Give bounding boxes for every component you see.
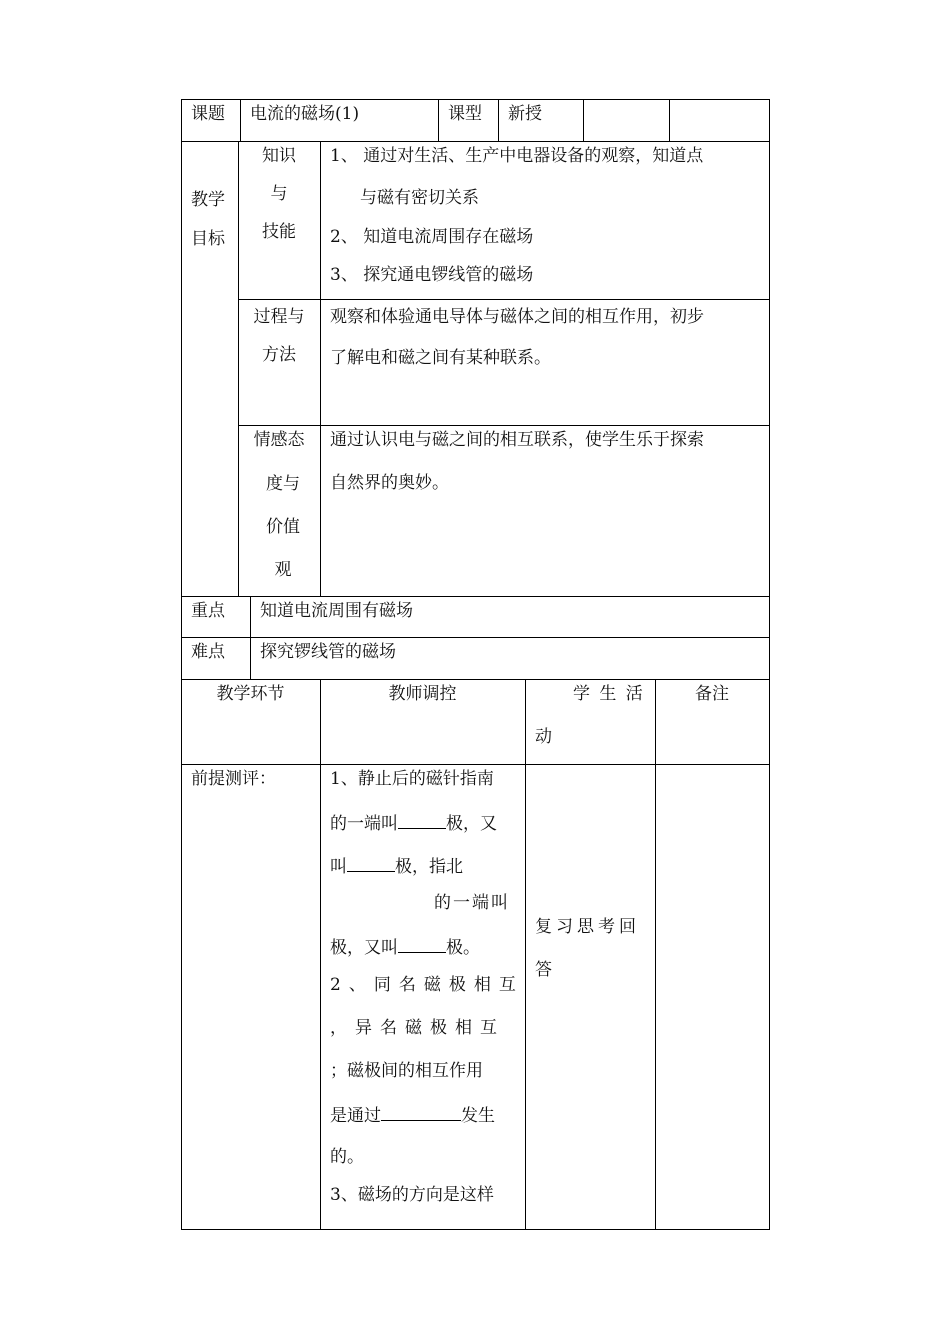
blank-3 [398, 936, 446, 953]
divider [181, 637, 770, 638]
type-label: 课型 [448, 104, 482, 124]
teacher-line-2b: 极，又 [446, 814, 497, 834]
teacher-line-8: ；磁极间的相互作用 [330, 1061, 483, 1081]
emotion-text-line2: 自然界的奥妙。 [330, 473, 449, 493]
teacher-line-9 [330, 1104, 495, 1126]
knowledge-item-1: 1、 通过对生活、生产中电器设备的观察，知道点 [330, 146, 704, 166]
teacher-line-5a: 极，又叫 [330, 938, 398, 958]
teacher-line-5b: 极。 [446, 938, 480, 958]
process-label-line1: 过程与 [253, 307, 305, 327]
divider [669, 99, 670, 141]
teacher-line-2 [330, 812, 497, 834]
teacher-line-5 [330, 936, 480, 958]
process-text-line1: 观察和体验通电导体与磁体之间的相互作用，初步 [330, 307, 704, 327]
teacher-line-3b: 极，指北 [395, 857, 463, 877]
emotion-label-line4: 观 [274, 560, 292, 580]
goals-label-line2: 目标 [191, 229, 225, 249]
divider [181, 596, 770, 597]
goals-label-line1: 教学 [191, 190, 225, 210]
header-student-line2: 动 [535, 727, 552, 747]
knowledge-label-line2: 与 [270, 184, 288, 204]
teacher-line-3 [330, 855, 463, 877]
teacher-line-4: 的一端叫 [434, 893, 510, 913]
divider [238, 299, 770, 300]
process-label-line2: 方法 [262, 345, 296, 365]
teacher-line-2a: 的一端叫 [330, 814, 398, 834]
teacher-line-1: 1、静止后的磁针指南 [330, 769, 494, 789]
header-stage: 教学环节 [216, 684, 285, 704]
topic-value: 电流的磁场(1) [250, 104, 360, 124]
difficulty-value: 探究锣线管的磁场 [260, 642, 396, 662]
knowledge-label-line3: 技能 [262, 222, 296, 242]
knowledge-item-2: 2、 知道电流周围存在磁场 [330, 227, 534, 247]
teacher-line-11: 3、磁场的方向是这样 [330, 1185, 494, 1205]
table-border-left [181, 99, 182, 1230]
teacher-line-10: 的。 [330, 1147, 364, 1167]
divider [498, 99, 499, 141]
key-point-label: 重点 [191, 601, 225, 621]
topic-label: 课题 [191, 104, 225, 124]
knowledge-item-1-cont: 与磁有密切关系 [360, 188, 479, 208]
teacher-line-6: 2、同名磁极相互 [330, 975, 524, 995]
teacher-line-9a: 是通过 [330, 1106, 381, 1126]
divider [438, 99, 439, 141]
divider [525, 679, 526, 1230]
difficulty-label: 难点 [191, 642, 225, 662]
table-border-bottom [181, 1229, 770, 1230]
divider [181, 679, 770, 680]
blank-4 [381, 1104, 461, 1121]
teacher-line-3a: 叫 [330, 857, 347, 877]
divider [583, 99, 584, 141]
emotion-label-line1: 情感态 [253, 430, 305, 450]
table-border-top [181, 99, 770, 100]
knowledge-item-3: 3、 探究通电锣线管的磁场 [330, 265, 534, 285]
emotion-label-line3: 价值 [266, 517, 300, 537]
header-student-line1: 学 生 活 [573, 684, 645, 704]
student-activity-line2: 答 [535, 960, 552, 980]
teacher-line-9b: 发生 [461, 1106, 495, 1126]
type-value: 新授 [508, 104, 542, 124]
divider [240, 99, 241, 141]
table-border-right [769, 99, 770, 1230]
divider [238, 425, 770, 426]
student-activity-line1: 复习思考回 [535, 917, 640, 937]
emotion-text-line1: 通过认识电与磁之间的相互联系，使学生乐于探索 [330, 430, 704, 450]
header-note: 备注 [695, 684, 729, 704]
stage-pretest: 前提测评： [191, 769, 276, 789]
emotion-label-line2: 度与 [266, 474, 300, 494]
divider [320, 679, 321, 1230]
knowledge-label-line1: 知识 [262, 146, 296, 166]
header-teacher: 教师调控 [388, 684, 457, 704]
divider [655, 679, 656, 1230]
blank-2 [347, 855, 395, 872]
divider [181, 141, 770, 142]
process-text-line2: 了解电和磁之间有某种联系。 [330, 348, 551, 368]
divider [181, 764, 770, 765]
key-point-value: 知道电流周围有磁场 [260, 601, 413, 621]
blank-1 [398, 812, 446, 829]
teacher-line-7: ，异名磁极相互 [330, 1018, 505, 1038]
